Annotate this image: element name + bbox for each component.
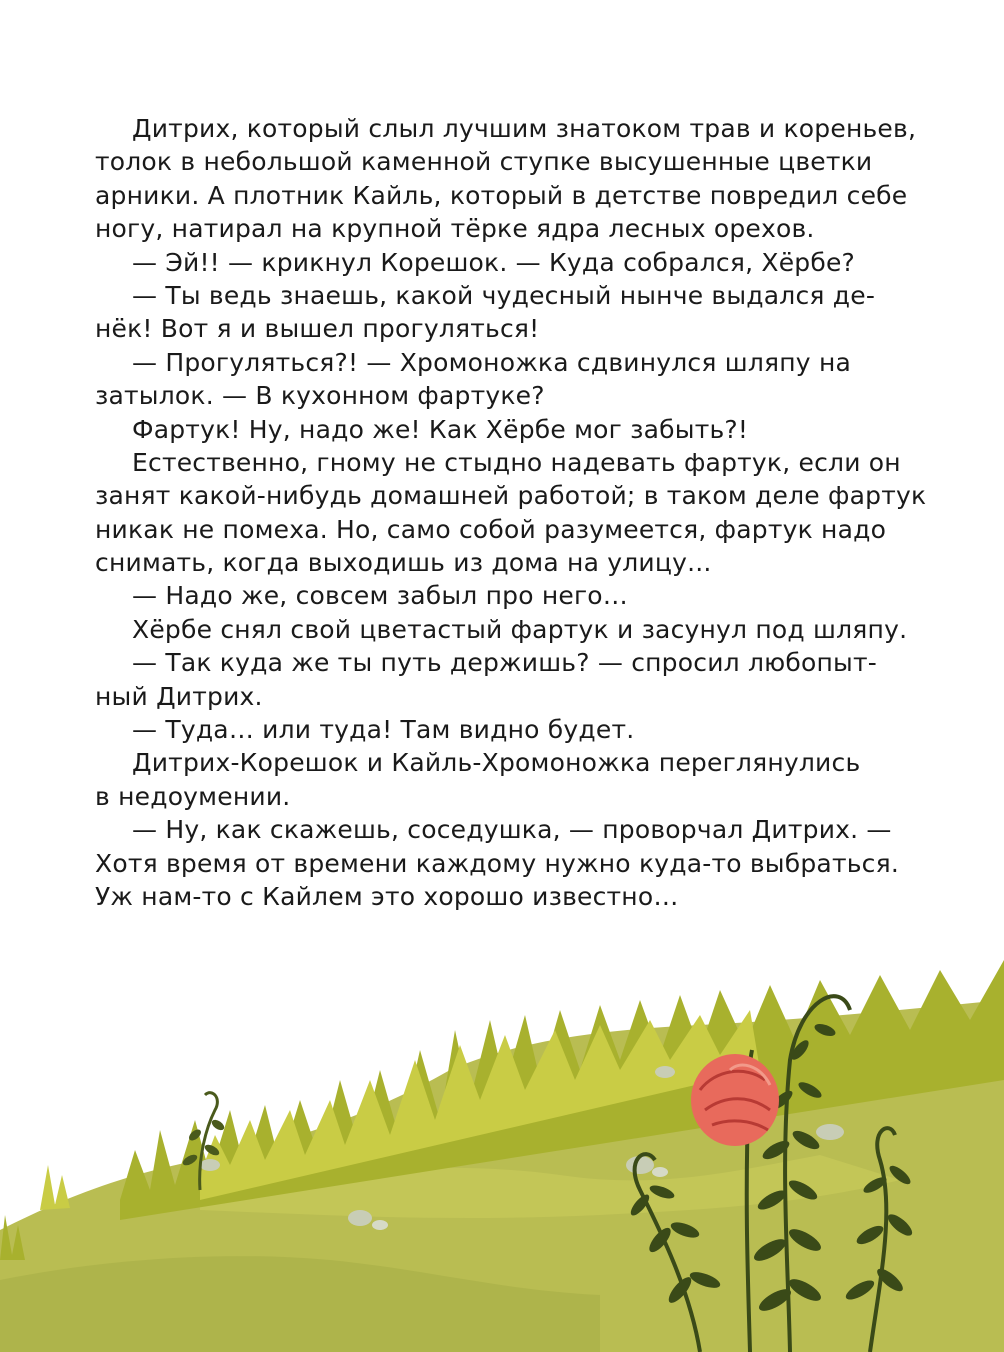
text-line: — Так куда же ты путь держишь? — спросил любопыт- xyxy=(132,648,877,678)
pebble xyxy=(372,1220,388,1230)
grass-illustration xyxy=(0,960,1004,1352)
grass-tuft xyxy=(40,1165,70,1210)
pebble xyxy=(816,1124,844,1140)
text-line: никак не помеха. Но, само собой разумеется, фартук надо xyxy=(95,514,887,544)
text-line: затылок. — В кухонном фартуке? xyxy=(95,381,545,411)
text-line: арники. А плотник Кайль, который в детстве повредил себе xyxy=(95,180,908,210)
text-line: снимать, когда выходишь из дома на улицу... xyxy=(95,548,712,578)
text-line: ный Дитрих. xyxy=(95,681,263,711)
text-line: Дитрих-Корешок и Кайль-Хромоножка переглянулись xyxy=(132,748,861,778)
pebble xyxy=(652,1167,668,1177)
text-line: — Прогуляться?! — Хромоножка сдвинулся шляпу на xyxy=(132,347,852,377)
text-line: — Туда… или туда! Там видно будет. xyxy=(132,715,635,745)
text-line: Хотя время от времени каждому нужно куда-то выбраться. xyxy=(95,848,899,878)
pebble xyxy=(348,1210,372,1226)
text-line: Дитрих, который слыл лучшим знатоком трав и кореньев, xyxy=(132,114,917,143)
text-line: ногу, натирал на крупной тёрке ядра лесных орехов. xyxy=(95,214,815,244)
text-line: Уж нам-то с Кайлем это хорошо известно… xyxy=(95,881,679,911)
text-line: — Надо же, совсем забыл про него… xyxy=(132,581,629,611)
text-line: Фартук! Ну, надо же! Как Хёрбе мог забыть?! xyxy=(132,414,749,444)
text-line: Естественно, гному не стыдно надевать фартук, если он xyxy=(132,447,901,477)
text-line: толок в небольшой каменной ступке высушенные цветки xyxy=(95,147,873,177)
text-line: — Ну, как скажешь, соседушка, — проворчал Дитрих. — xyxy=(132,815,892,845)
text-line: — Ты ведь знаешь, какой чудесный нынче выдался де- xyxy=(132,280,876,310)
pebble xyxy=(200,1159,220,1171)
pebble xyxy=(655,1066,675,1078)
text-line: — Эй!! — крикнул Корешок. — Куда собрался, Хёрбе? xyxy=(132,247,856,277)
text-line: в недоумении. xyxy=(95,781,291,811)
text-line: занят какой-нибудь домашней работой; в таком деле фартук xyxy=(95,481,927,511)
story-text xyxy=(95,112,927,913)
text-line: нёк! Вот я и вышел прогуляться! xyxy=(95,314,540,344)
text-line: Хёрбе снял свой цветастый фартук и засунул под шляпу. xyxy=(132,614,908,644)
